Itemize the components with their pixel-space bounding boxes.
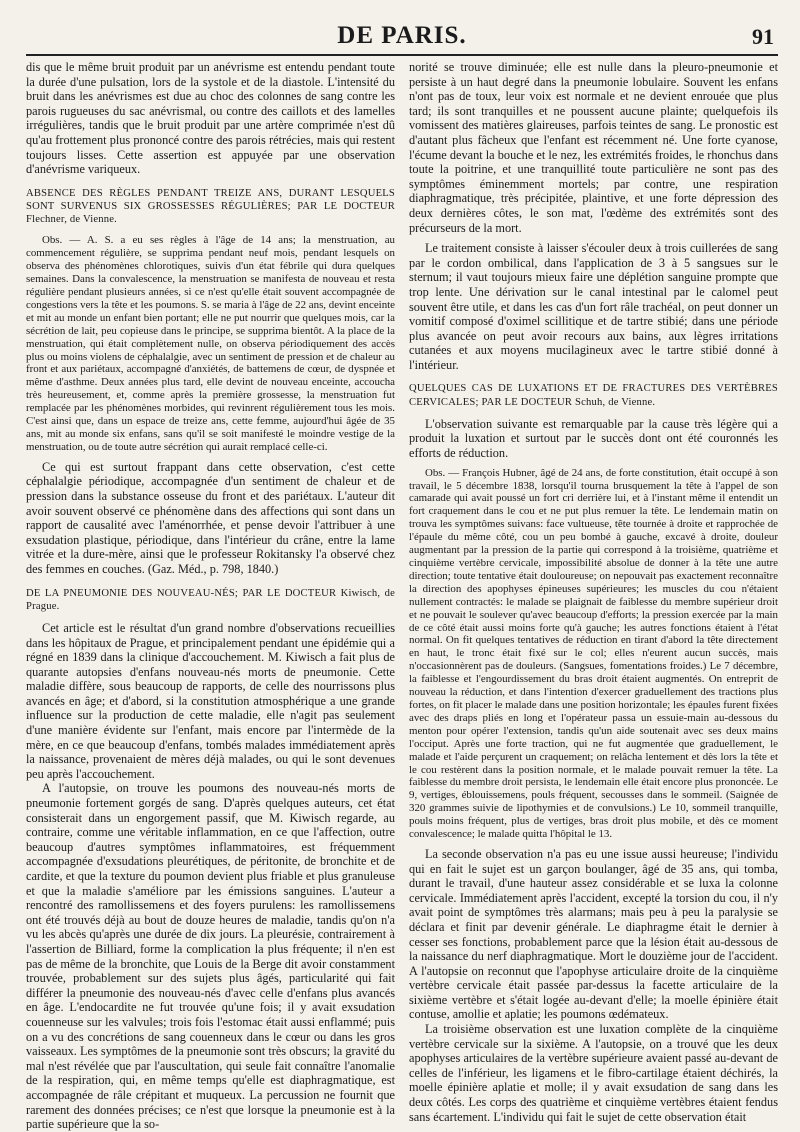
section-heading-amenorrhea bbox=[26, 187, 395, 227]
paragraph-treatment: Le traitement consiste à laisser s'écouler deux à trois cuillerées de sang par le cordon ombilical, dans l'application de 3 à 5 sangsues sur le sternum; il vaut toujours mieux faire une déplétion sanguine prompte que trop lente. Une dérivation sur le canal intestinal par le calomel peut souvent être utile, et dans les cas d'un fort râle trachéal, on peut donner un vomitif composé d'oximel scillitique et de tartre stibié; dans une période plus avancée on peut avoir recours aux bains, aux lègres irritations cutanées et aux moyens mucilagineux avec le tartre stibié donné à l'intérieur. bbox=[409, 241, 778, 372]
left-column bbox=[26, 60, 395, 1132]
paragraph-second-observation: La seconde observation n'a pas eu une issue aussi heureuse; l'individu qui en fait le sujet est un garçon boulanger, âgé de 35 ans, qui tomba, durant le travail, d'une hauteur assez considérable et se luxa la colonne cervicale. Immédiatement après l'accident, excepté la torsion du cou, il n'y avait point de symptômes très alarmans; mais peu à peu la paralysie se déclara et finit par devenir générale. Le diaphragme était le dernier à cesser ses fonctions, probablement parce que la lésion était au-dessous de la naissance du nerf diaphragmatique. Mort le douzième jour de l'accident. A l'autopsie on reconnut que l'apophyse articulaire droite de la cinquième vertèbre cervicale était passée par-dessus la facette articulaire de la sixième vertèbre et s'était logée au-devant d'elle; la moelle épinière était contuse, amollie et aplatie; les poumons œdémateux. bbox=[409, 846, 778, 1022]
paragraph-commentary: Ce qui est surtout frappant dans cette observation, c'est cette céphalalgie périodique, accompagnée d'un sentiment de chaleur et de pression dans la substance osseuse du front et des pariétaux. L'auteur dit avoir souvent observé ce phénomène dans des affections qui sont dans un rapport de causalité avec l'aménorrhée, et pense devoir l'attribuer à une exsudation plastique, périodique, dans l'intérieur du crâne, entre la lame vitrée et la dure-mère, ainsi que le professeur Rokitansky l'a observé chez des femmes en couches. (Gaz. Méd., p. 798, 1840.) bbox=[26, 459, 395, 576]
page-header bbox=[26, 20, 778, 56]
heading-author: Kiwisch, de Prague. bbox=[26, 587, 395, 612]
paragraph-third-observation: La troisième observation est une luxation complète de la cinquième vertèbre cervicale sur la sixième. A l'autopsie, on a trouvé que les deux apophyses articulaires de la vertèbre supérieure avaient passé au-devant de celles de l'inférieur, les ligamens et le fibro-cartilage étaient déchirés, la moelle épinière aplatie et molle; il y avait exsudation de sang dans les deux côtés. Les corps des quatrième et cinquième vertèbres étaient fendus sans écartement. L'individu qui fait le sujet de cette observation était bbox=[409, 1022, 778, 1124]
paragraph-autopsy: A l'autopsie, on trouve les poumons des nouveau-nés morts de pneumonie fortement gorgés de sang. D'après quelques auteurs, cet état consisterait dans un engorgement passif, que M. Kiwisch regarde, au contraire, comme une véritable inflammation, en ce que l'affection, outre beaucoup d'autres symptômes inflammatoires, est fréquemment accompagnée d'exsudations pleurétiques, de péritonite, de bronchite et de cardite, et que la texture du poumon devient plus friable et plus granuleuse et que la maladie s'améliore par les émissions sanguines. L'auteur a rencontré des ramollissemens et des foyers purulens: les ramollissemens ont été trouvés déjà au bout de douze heures de maladie, tandis qu'on n'a vu les abcès qu'après une durée de dix jours. La pleurésie, contrairement à l'assertion de Billiard, forme la complication la plus fréquente; il n'en est pas de même de la bronchite, que Louis de la Berge dit avoir constamment trouvée, probablement sur des sujets plus âgés, particularité qui fait différer la pneumonie des nouveau-nés d'avec celle d'enfans plus avancés en âge. L'endocardite ne fut trouvée qu'une fois; il y avait exsudation couenneuse sur les valvules; trois fois l'estomac était aussi enflammé; puis on a vu des concrétions de sang couenneux dans le cœur ou dans les gros vaisseaux. Les symptômes de la pneumonie sont très obscurs; la gravité du mal n'est révélée que par l'auscultation, qui seule fait connaître l'anomalie de la respiration, qui, en même temps qu'elle est diaphragmatique, est accompagnée de râle crépitant et muqueux. La percussion ne fournit que rarement des données précises; ce n'est que lorsque la pneumonie est à la partie supérieure que la so- bbox=[26, 781, 395, 1132]
section-heading-luxations bbox=[409, 382, 778, 408]
section-heading-pneumonia bbox=[26, 587, 395, 613]
heading-text: ABSENCE DES RÈGLES PENDANT TREIZE ANS, DURANT LESQUELS SONT SURVENUS SIX GROSSESSES RÉGULIÈRES; PAR LE DOCTEUR bbox=[26, 187, 395, 212]
paragraph-pneumonia-intro: Cet article est le résultat d'un grand nombre d'observations recueillies dans les hôpitaux de Prague, et principalement pendant une épidémie qui a régné en 1839 dans la clinique d'accouchement. M. Kiwisch a fait plus de quarante autopsies d'enfans nouveau-nés morts de pneumonie. Cette maladie diffère, sous beaucoup de rapports, de celle des nourrissons plus avancés en âge; et d'abord, si la constitution atmosphérique a une grande influence sur la production de cette maladie, elle n'agit pas seulement d'une manière évidente sur l'enfant, mais encore par l'intermède de la mère, en ce que beaucoup d'enfans, tombés malades immédiatement après la naissance, provenaient de mères déjà malades, ou qui le sont devenues peu après l'accouchement. bbox=[26, 620, 395, 781]
paragraph-luxation-intro: L'observation suivante est remarquable par la cause très légère qui a produit la luxation et surtout par le succès dont ont été couronnés les efforts de réduction. bbox=[409, 416, 778, 461]
text-columns bbox=[26, 60, 778, 1132]
page-number: 91 bbox=[752, 24, 774, 49]
observation-paragraph: Obs. — François Hubner, âgé de 24 ans, de forte constitution, était occupé à son travail, le 5 décembre 1838, lorsqu'il tourna brusquement la tête à l'appel de son camarade qui avait poussé un fort cri derrière lui, et à l'instant même il entendit un fort craquement dans le cou et ne put plus remuer la tête. Le lendemain matin on trouva les symptômes suivans: face vultueuse, tête tournée à droite et rapprochée de l'épaule du même côté, cou un peu bombé à gauche, excavé à droite, douleur augmentant par la pression de la partie qui correspond à la troisième, quatrième et cinquième vertèbre cervicale, impossibilité absolue de donner à la tête une autre direction; toute tentative était douloureuse; on nepouvait pas exactement reconnaître la direction des apophyses épineuses supérieures; les muscles du cou n'étaient nullement contractés: le malade se plaignait de faiblesse du membre supérieur droit et ne pouvait le soulever qu'avec beaucoup d'efforts; la pression exercée par la main de ce côté était aussi moins forte qu'à gauche; les autres fonctions étaient à l'état normal. On fit quelques tentatives de réduction en tirant d'abord la tête directement en haut, le tronc était fixé sur le col; elles n'eurent aucun succès, mais n'occasionnèrent pas de douleurs. (Sangsues, fomentations froides.) Le 7 décembre, la faiblesse et l'engourdissement du bras droit étaient augmentés. On entreprit de nouveau la réduction, et dans l'intention d'exercer graduellement des tractions plus fortes, on fit placer le malade dans une position horizontale; les épaules furent fixées avec des draps pliés en long et l'opérateur passa un essuie-main au-dessous du menton pour opérer l'extension, tandis qu'un aide soutenait avec ses deux mains l'occiput. Après une forte traction, qui ne fut augmentée que graduellement, le malade et l'aide perçurent un craquement; on relâcha lentement et dès lors la tête et le cou restèrent dans la position normale, et le malade pouvait remuer la tête. La faiblesse du membre droit persista, le lendemain elle était encore plus prononcée. Le 9, vertiges, éblouissemens, pouls fréquent, secousses dans le sommeil. (Saignée de 320 grammes suivie de lipothymies et de convulsions.) Le 10, sommeil tranquille, pouls moins fréquent, plus de vertiges, bras droit plus mobile, et dès ce moment convalescence; le malade quitta l'hôpital le 13. bbox=[409, 466, 778, 841]
heading-author: Schuh, de Vienne. bbox=[575, 396, 656, 408]
heading-text: QUELQUES CAS DE LUXATIONS ET DE FRACTURES DES VERTÈBRES CERVICALES; PAR LE DOCTEUR bbox=[409, 383, 778, 408]
observation-paragraph: Obs. — A. S. a eu ses règles à l'âge de 14 ans; la menstruation, au commencement régulière, se supprima pendant neuf mois, pendant lesquels on observa des phénomènes chlorotiques, suivis d'un état fébrile qui dura quelques semaines. Dans la convalescence, la menstruation se manifesta de nouveau et resta régulière pendant plusieurs années, si ce n'est qu'elle était souvent accompagnée de congestions vers la tête et les poumons. S. se maria à l'âge de 22 ans, devint enceinte et mit au monde un enfant bien portant; elle ne put nourrir que quelques mois, car la sécrétion de lait, peu copieuse dans le principe, se supprima bientôt. A la place de la menstruation, qui était complètement nulle, on observa périodiquement des accès plus ou moins violens de céphalalgie, avec un sentiment de pression et de chaleur au front et aux pariétaux, accompagné d'anxiétés, de battemens de cœur, de dyspnée et même d'asthme. Deux années plus tard, elle devint de nouveau enceinte, accoucha très heureusement, et, comme après la première grossesse, la menstruation fut remplacée par les phénomènes morbides, qui revinrent régulièrement tous les mois. C'est ainsi que, dans un espace de treize ans, cette femme, aujourd'hui âgée de 35 ans, mit au monde six enfans, sans qu'il se soit manifesté le moindre vestige de la menstruation, ou de toute autre sécrétion qui aurait remplacé celle-ci. bbox=[26, 234, 395, 453]
right-column bbox=[409, 60, 778, 1124]
heading-text: DE LA PNEUMONIE DES NOUVEAU-NÉS; PAR LE DOCTEUR bbox=[26, 587, 341, 599]
page-title: DE PARIS. bbox=[337, 22, 467, 49]
paragraph-pneumonia-continued: norité se trouve diminuée; elle est nulle dans la pleuro-pneumonie et persiste à un haut degré dans la pneumonie lobulaire. Souvent les enfans n'ont pas de toux, leur voix est normale et ne devient enrouée que plus tard; ils sont tranquilles et ne poussent aucune plainte; quelquefois ils vomissent des matières glaireuses, parfois teintes de sang. Le pronostic est d'autant plus fâcheux que l'enfant est récemment né. Une forte cyanose, l'écume devant la bouche et le nez, les extrémités froides, le rhonchus dans toute la poitrine, et une tranquillité toute particulière ne sont pas des symptômes éminemment mortels; par contre, une respiration diaphragmatique, très précipitée, plaintive, et une forte dépression des deux dernières côtes, le son mat, l'œdème des extrémités sont des précurseurs de la mort. bbox=[409, 60, 778, 235]
heading-author: Flechner, de Vienne. bbox=[26, 214, 117, 226]
paragraph-aneurysm-end: dis que le même bruit produit par un anévrisme est entendu pendant toute la durée d'une pulsation, lors de la systole et de la diastole. L'intensité du bruit dans les anévrismes est due au choc des colonnes de sang contre les parois rugueuses du sac anévrismal, ou contre des caillots et des lamelles irrégulières, tandis que le bruit produit par une artère comprimée n'est dû qu'au frottement plus prononcé contre des parois rétrécies, mais qui restent toujours lisses. Cette assertion est appuyée par une observation d'anévrisme variqueux. bbox=[26, 60, 395, 177]
